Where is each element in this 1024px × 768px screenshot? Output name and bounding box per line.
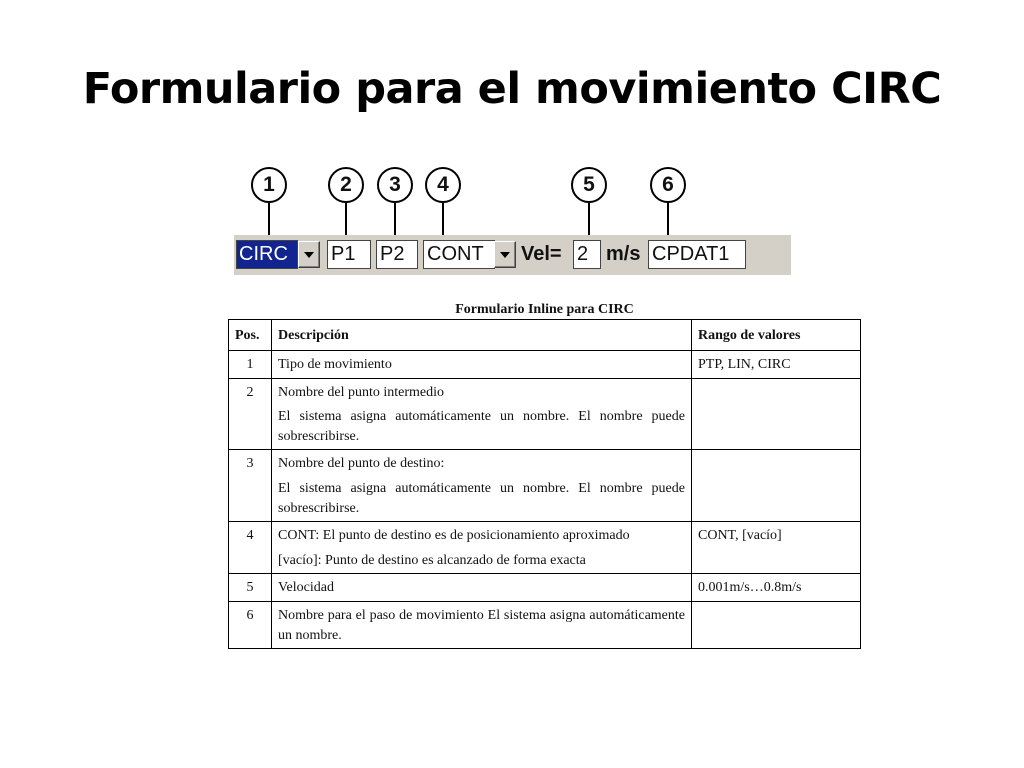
row-pos: 5: [229, 574, 272, 602]
row-description: [272, 601, 692, 648]
description-line: CONT: El punto de destino es de posicionamiento aproximado: [278, 528, 630, 544]
callout-5: 5: [571, 167, 607, 203]
table-row: [229, 378, 861, 450]
row-description: [272, 351, 692, 379]
callout-4: 4: [425, 167, 461, 203]
velocity-field[interactable]: 2: [573, 240, 601, 269]
description-line: Nombre del punto de destino:: [278, 456, 445, 472]
dataset-field[interactable]: CPDAT1: [648, 240, 746, 269]
callout-3-leader: [394, 203, 396, 236]
cont-dropdown-button[interactable]: [494, 241, 516, 268]
motion-type-select[interactable]: CIRC: [236, 240, 298, 269]
motion-type-dropdown-button[interactable]: [298, 241, 320, 268]
row-range: [692, 601, 861, 648]
table-caption: Formulario Inline para CIRC: [455, 302, 634, 317]
row-description: [272, 574, 692, 602]
callout-1: 1: [251, 167, 287, 203]
callout-4-leader: [442, 203, 444, 236]
row-range: [692, 450, 861, 522]
callout-6: 6: [650, 167, 686, 203]
row-range: [692, 378, 861, 450]
page-title: Formulario para el movimiento CIRC: [82, 64, 942, 114]
aux-point-field[interactable]: P1: [327, 240, 371, 269]
description-line: Velocidad: [278, 580, 334, 596]
callout-3: 3: [377, 167, 413, 203]
description-line: Nombre del punto intermedio: [278, 384, 445, 400]
row-range: PTP, LIN, CIRC: [692, 351, 861, 379]
table-row: [229, 450, 861, 522]
row-pos: 6: [229, 601, 272, 648]
callout-2-leader: [345, 203, 347, 236]
callout-6-leader: [667, 203, 669, 236]
description-note: [vacío]: Punto de destino es alcanzado de forma exacta: [278, 552, 586, 568]
description-line: Nombre para el paso de movimiento El sistema asigna automáticamente un nombre.: [278, 607, 685, 643]
row-description: [272, 522, 692, 574]
callout-1-leader: [268, 203, 270, 236]
inline-form-bar: [234, 235, 791, 275]
inline-form-table: [228, 319, 861, 649]
callout-5-leader: [588, 203, 590, 236]
table-row: [229, 522, 861, 574]
table-header-row: [229, 320, 861, 351]
cont-select[interactable]: CONT: [423, 240, 495, 269]
vel-label: Vel=: [521, 243, 562, 265]
row-range: 0.001m/s…0.8m/s: [692, 574, 861, 602]
description-note: El sistema asigna automáticamente un nombre. El nombre puede sobrescribirse.: [278, 480, 685, 516]
row-pos: 3: [229, 450, 272, 522]
table-row: [229, 574, 861, 602]
row-range: CONT, [vacío]: [692, 522, 861, 574]
header-description: Descripción: [272, 320, 692, 351]
row-pos: 1: [229, 351, 272, 379]
description-note: El sistema asigna automáticamente un nombre. El nombre puede sobrescribirse.: [278, 409, 685, 444]
table-row: [229, 601, 861, 648]
table-row: [229, 351, 861, 379]
header-pos: Pos.: [229, 320, 272, 351]
row-pos: 2: [229, 378, 272, 450]
target-point-field[interactable]: P2: [376, 240, 418, 269]
callout-2: 2: [328, 167, 364, 203]
row-pos: 4: [229, 522, 272, 574]
header-range: Rango de valores: [692, 320, 861, 351]
row-description: [272, 450, 692, 522]
row-description: [272, 378, 692, 450]
vel-unit-label: m/s: [606, 243, 641, 265]
description-line: Tipo de movimiento: [278, 357, 392, 372]
